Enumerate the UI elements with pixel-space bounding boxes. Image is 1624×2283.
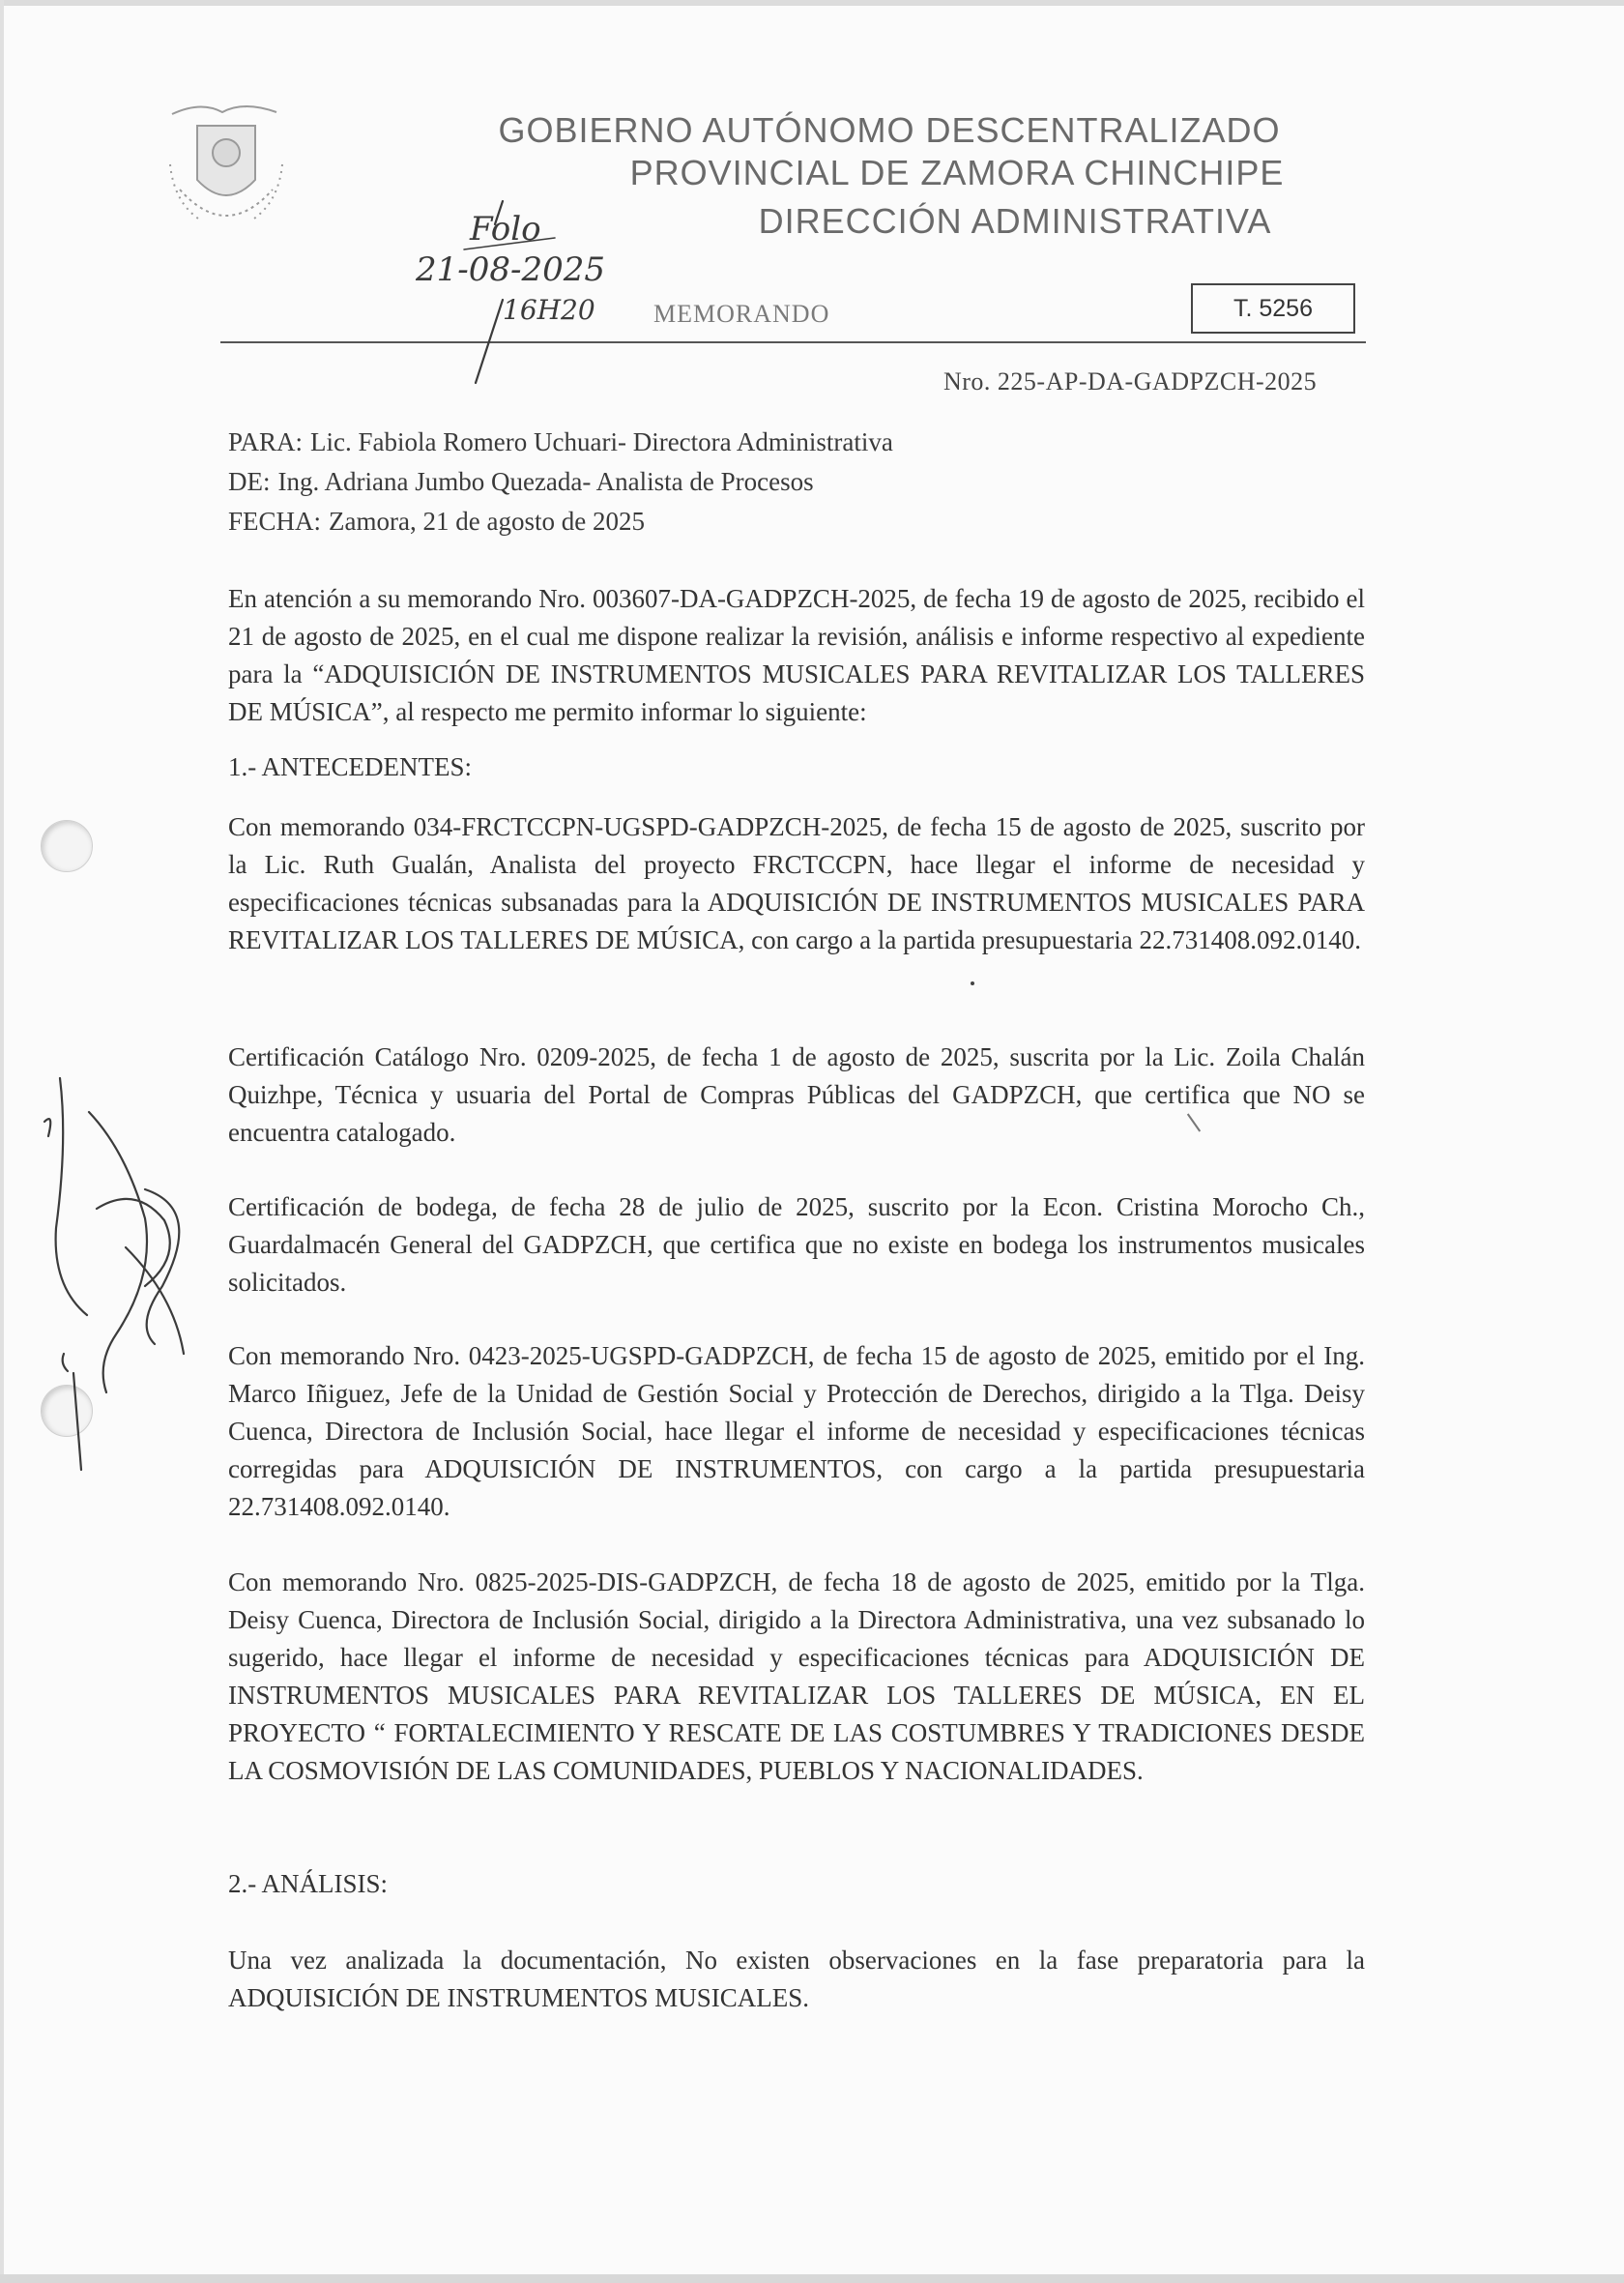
antecedente-paragraph-4: Con memorando Nro. 0423-2025-UGSPD-GADPZCH, de fecha 15 de agosto de 2025, emitido por el Ing. Marco Iñiguez, Jefe de la Unidad de Gestión Social y Protección de Derechos, dirigido a la Tlga. Deisy Cuenca, Directora de Inclusión Social, hace llegar el informe de necesidad y especificaciones técnicas corregidas para ADQUISICIÓN DE INSTRUMENTOS, con cargo a la partida presupuestaria 22.731408.092.0140. (228, 1341, 1365, 1521)
punch-hole-upper (41, 820, 93, 872)
scan-speck (971, 981, 974, 985)
field-para-label: PARA: (228, 427, 304, 456)
header-department-line: DIRECCIÓN ADMINISTRATIVA (758, 201, 1272, 241)
handwritten-receipt-stamp (415, 201, 605, 383)
section-heading-analisis: 2.- ANÁLISIS: (228, 1869, 389, 1898)
field-fecha (228, 507, 645, 537)
institution-crest-logo (162, 97, 290, 242)
document-type: MEMORANDO (653, 300, 830, 328)
field-para (228, 427, 893, 457)
antecedente-paragraph-3: Certificación de bodega, de fecha 28 de julio de 2025, suscrito por la Econ. Cristina Morocho Ch., Guardalmacén General del GADPZCH, que certifica que no existe en bodega los instrumentos musicales solicitados. (228, 1192, 1365, 1297)
reference-code-box: T. 5256 (1191, 283, 1355, 334)
header-province-line: PROVINCIAL DE ZAMORA CHINCHIPE (629, 153, 1285, 192)
scan-edge-bottom (0, 2274, 1624, 2283)
field-fecha-value: Zamora, 21 de agosto de 2025 (329, 507, 645, 536)
field-de-label: DE: (228, 467, 271, 496)
antecedente-paragraph-1: Con memorando 034-FRCTCCPN-UGSPD-GADPZCH-2025, de fecha 15 de agosto de 2025, suscrito por la Lic. Ruth Gualán, Analista del proyecto FRCTCCPN, hace llegar el informe de necesidad y especificaciones técnicas subsanadas para la ADQUISICIÓN DE INSTRUMENTOS MUSICALES PARA REVITALIZAR LOS TALLERES DE MÚSICA, con cargo a la partida presupuestaria 22.731408.092.0140. (228, 812, 1365, 954)
scan-edge-left (0, 0, 4, 2283)
field-de (228, 467, 814, 497)
antecedente-paragraph-5: Con memorando Nro. 0825-2025-DIS-GADPZCH, de fecha 18 de agosto de 2025, emitido por la Tlga. Deisy Cuenca, Directora de Inclusión Social, dirigido a la Directora Administrativa, una vez subsanado lo sugerido, hace llegar el informe de necesidad y especificaciones técnicas para ADQUISICIÓN DE INSTRUMENTOS MUSICALES PARA REVITALIZAR LOS TALLERES DE MÚSICA, EN EL PROYECTO “ FORTALECIMIENTO Y RESCATE DE LAS COSTUMBRES Y TRADICIONES DESDE LA COSMOVISIÓN DE LAS COMUNIDADES, PUEBLOS Y NACIONALIDADES. (228, 1567, 1365, 1785)
intro-paragraph: En atención a su memorando Nro. 003607-DA-GADPZCH-2025, de fecha 19 de agosto de 2025, recibido el 21 de agosto de 2025, en el cual me dispone realizar la revisión, análisis e informe respectivo al expediente para la “ADQUISICIÓN DE INSTRUMENTOS MUSICALES PARA REVITALIZAR LOS TALLERES DE MÚSICA”, al respecto me permito informar lo siguiente: (228, 584, 1365, 726)
section-heading-antecedentes: 1.- ANTECEDENTES: (228, 752, 472, 781)
header-institution-line: GOBIERNO AUTÓNOMO DESCENTRALIZADO (498, 110, 1281, 150)
svg-text:21-08-2025: 21-08-2025 (416, 250, 606, 289)
memo-number: Nro. 225-AP-DA-GADPZCH-2025 (943, 367, 1318, 395)
punch-hole-lower (41, 1385, 93, 1437)
header-rule (220, 341, 1366, 343)
svg-text:Folo: Folo (470, 210, 541, 249)
scan-edge-top (0, 0, 1624, 6)
antecedente-paragraph-2: Certificación Catálogo Nro. 0209-2025, de fecha 1 de agosto de 2025, suscrita por la Lic. Zoila Chalán Quizhpe, Técnica y usuaria del Portal de Compras Públicas del GADPZCH, que certifica que NO se encuentra catalogado. (228, 1042, 1365, 1147)
field-de-value: Ing. Adriana Jumbo Quezada- Analista de Procesos (277, 467, 814, 496)
field-fecha-label: FECHA: (228, 507, 322, 536)
svg-text:16H20: 16H20 (503, 294, 595, 326)
field-para-value: Lic. Fabiola Romero Uchuari- Directora Administrativa (310, 427, 893, 456)
analisis-paragraph: Una vez analizada la documentación, No existen observaciones en la fase preparatoria para la ADQUISICIÓN DE INSTRUMENTOS MUSICALES. (228, 1946, 1365, 2012)
